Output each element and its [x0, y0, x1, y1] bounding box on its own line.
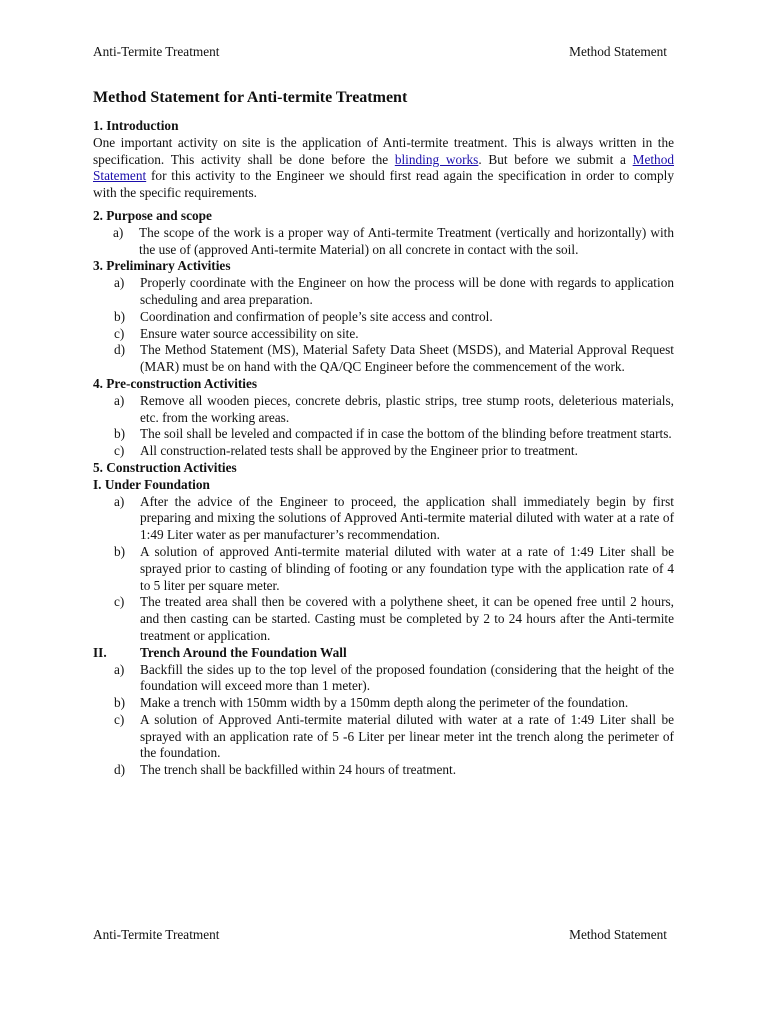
document-body — [93, 88, 674, 779]
list-item-text: The trench shall be backfilled within 24 hours of treatment. — [140, 762, 457, 778]
intro-text-3: for this activity to the Engineer we should first read again the specification in order to comply with the specific requirements. — [93, 168, 674, 201]
list-item-text: All construction-related tests shall be approved by the Engineer prior to treatment. — [140, 443, 578, 459]
under-foundation-list — [93, 494, 674, 645]
subsection-heading-under-foundation: I. Under Foundation — [93, 476, 210, 492]
footer-right: Method Statement — [569, 927, 667, 942]
preliminary-list — [93, 275, 674, 376]
list-item-marker: a) — [114, 493, 125, 509]
header-left: Anti-Termite Treatment — [93, 44, 220, 59]
section-heading-purpose: 2. Purpose and scope — [93, 207, 212, 223]
page-header — [93, 44, 667, 60]
subsection-title: Trench Around the Foundation Wall — [140, 644, 347, 660]
list-item — [93, 326, 674, 343]
list-item — [93, 594, 674, 644]
list-item-text: The scope of the work is a proper way of Anti-termite Treatment (vertically and horizontally) with the use of (approved Anti-termite Material) on all concrete in contact with the soil. — [139, 224, 674, 257]
list-item — [93, 544, 674, 594]
list-item — [93, 695, 674, 712]
list-item-marker: c) — [114, 443, 125, 459]
introduction-paragraph — [93, 135, 674, 202]
list-item — [93, 342, 674, 376]
list-item-marker: a) — [114, 661, 125, 677]
document-title: Method Statement for Anti-termite Treatment — [93, 89, 408, 106]
list-item-text: A solution of Approved Anti-termite material diluted with water at a rate of 1:49 Liter shall be sprayed with an application rate of 5 -6 Liter per linear meter int the trench along the perimeter of the foundation. — [140, 711, 674, 761]
intro-text-2: . But before we submit a — [478, 151, 633, 167]
section-heading-construction: 5. Construction Activities — [93, 459, 237, 475]
section-heading-preliminary: 3. Preliminary Activities — [93, 258, 231, 274]
list-item-marker: b) — [114, 695, 126, 711]
list-item-marker: a) — [114, 275, 125, 291]
list-item — [93, 762, 674, 779]
list-item-marker: d) — [114, 342, 126, 358]
list-item-marker: b) — [114, 426, 126, 442]
list-item — [93, 443, 674, 460]
list-item — [93, 662, 674, 696]
subsection-heading-trench — [93, 645, 674, 662]
section-heading-introduction: 1. Introduction — [93, 118, 179, 133]
list-item — [93, 494, 674, 544]
list-item-text: The treated area shall then be covered with a polythene sheet, it can be opened free until 2 hours, and then casting can be started. Casting must be completed by 2 to 24 hours after the Anti-termite treatment or application. — [140, 594, 674, 643]
list-item — [93, 426, 674, 443]
list-item — [93, 275, 674, 309]
list-item-marker: c) — [114, 325, 125, 341]
trench-list — [93, 662, 674, 780]
list-item-text: The soil shall be leveled and compacted if in case the bottom of the blinding before treatment starts. — [140, 426, 672, 442]
list-item — [93, 309, 674, 326]
list-item-text: Backfill the sides up to the top level of the proposed foundation (considering that the height of the foundation will exceed more than 1 meter). — [140, 661, 674, 694]
list-item-marker: c) — [114, 711, 125, 727]
list-item-text: Remove all wooden pieces, concrete debris, plastic strips, tree stump roots, deleterious materials, etc. from the working areas. — [140, 392, 674, 425]
list-item-marker: b) — [114, 543, 126, 559]
list-item-marker: b) — [114, 308, 126, 324]
method-statement-link[interactable]: Method Statement — [93, 151, 675, 184]
header-right: Method Statement — [569, 44, 667, 59]
preconstruction-list — [93, 393, 674, 460]
list-item-text: Make a trench with 150mm width by a 150mm depth along the perimeter of the foundation. — [140, 695, 629, 711]
page-footer — [93, 927, 667, 943]
intro-text-1: One important activity on site is the application of Anti-termite treatment. This is always written in the specification. This activity shall be done before the — [93, 134, 674, 167]
list-item-text: Coordination and confirmation of people’s site access and control. — [140, 308, 493, 324]
list-item-text: After the advice of the Engineer to proceed, the application shall immediately begin by first preparing and mixing the solutions of Approved Anti-termite material diluted with water at a rate of 1:49 Liter water as per manufacturer’s recommendation. — [140, 493, 674, 543]
list-item-text: The Method Statement (MS), Material Safety Data Sheet (MSDS), and Material Approval Request (MAR) must be on hand with the QA/QC Engineer before the commencement of the work. — [140, 342, 674, 375]
list-item-marker: a) — [113, 224, 124, 240]
list-item-text: Properly coordinate with the Engineer on how the process will be done with regards to application scheduling and area preparation. — [140, 275, 674, 307]
list-item — [93, 225, 674, 259]
section-heading-preconstruction: 4. Pre-construction Activities — [93, 375, 258, 391]
list-item-text: A solution of approved Anti-termite material diluted with water at a rate of 1:49 Liter shall be sprayed prior to casting of blinding of footing or any foundation type with the application rate of 4 to 5 liter per square meter. — [140, 543, 674, 593]
blinding-works-link[interactable]: blinding works — [394, 151, 479, 167]
subsection-marker: II. — [93, 644, 107, 660]
list-item — [93, 712, 674, 762]
list-item-marker: a) — [114, 392, 125, 408]
list-item-text: Ensure water source accessibility on site. — [140, 325, 359, 341]
list-item-marker: c) — [114, 594, 125, 610]
footer-left: Anti-Termite Treatment — [93, 927, 220, 942]
list-item-marker: d) — [114, 762, 126, 778]
purpose-list — [93, 225, 674, 259]
list-item — [93, 393, 674, 427]
